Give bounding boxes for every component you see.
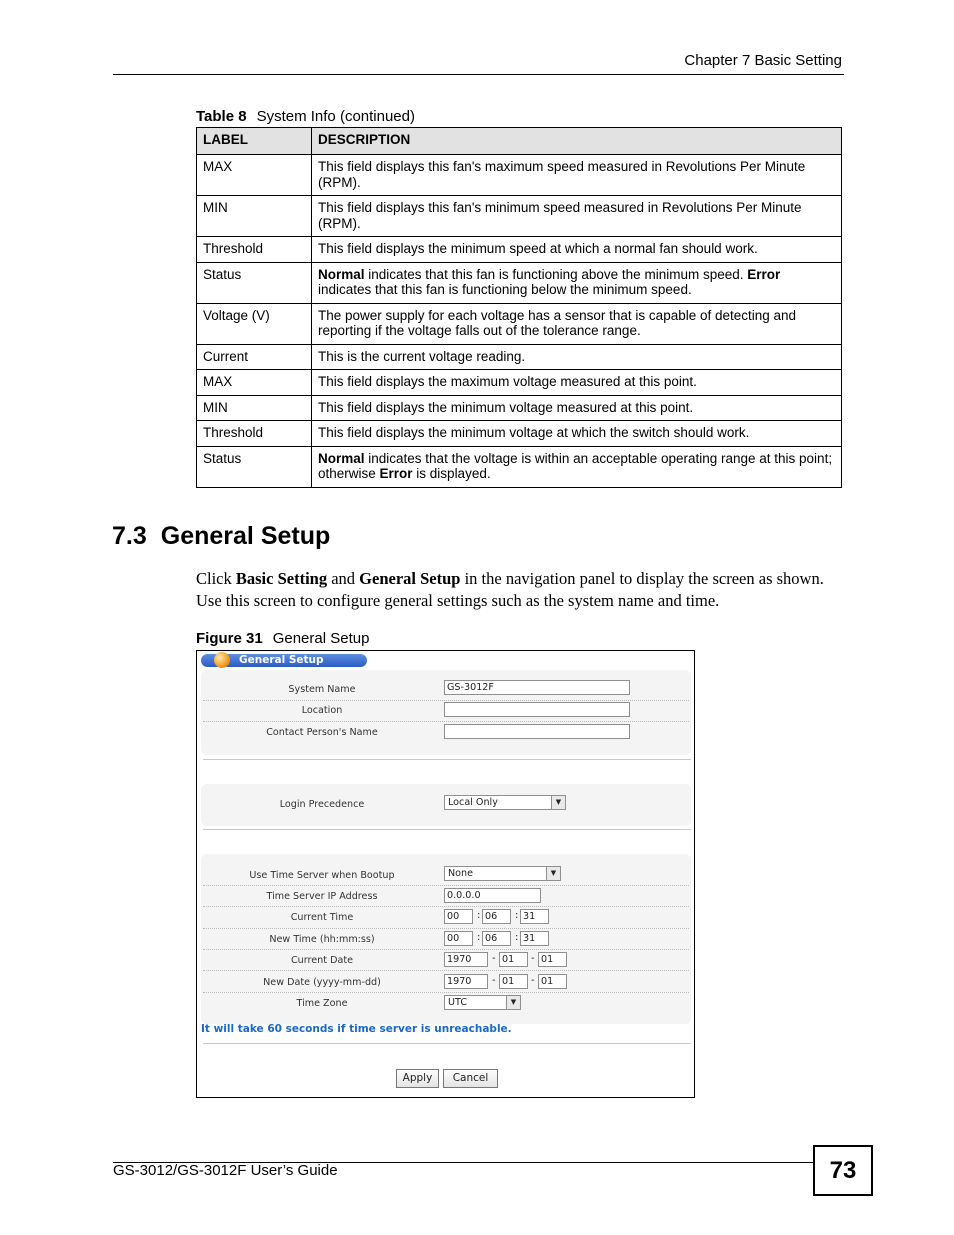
table-row <box>197 262 842 303</box>
table-header-row <box>197 128 842 155</box>
table-cell-description: This field displays the maximum voltage measured at this point. <box>312 370 842 396</box>
table-cell-description: This is the current voltage reading. <box>312 344 842 370</box>
use-time-server-value: None <box>448 868 474 879</box>
guide-name: GS-3012/GS-3012F User’s Guide <box>113 1162 338 1179</box>
row-divider <box>203 721 689 722</box>
table-header-description: DESCRIPTION <box>312 128 842 155</box>
table-caption-text: System Info (continued) <box>256 108 415 125</box>
new-time-label: New Time (hh:mm:ss) <box>269 934 375 945</box>
contact-person-label: Contact Person's Name <box>266 727 378 738</box>
chevron-down-icon[interactable]: ▼ <box>546 867 560 880</box>
table-row <box>197 155 842 196</box>
table-cell-label: Threshold <box>197 237 312 263</box>
date-separator: - <box>531 953 535 964</box>
row-divider <box>203 906 689 907</box>
time-server-ip-input[interactable]: 0.0.0.0 <box>444 888 541 903</box>
new-date-month-input[interactable]: 01 <box>499 974 528 989</box>
use-time-server-label: Use Time Server when Bootup <box>249 870 395 881</box>
time-zone-value: UTC <box>448 997 468 1008</box>
date-separator: - <box>492 953 496 964</box>
figure-caption <box>196 630 369 647</box>
section-number: 7.3 <box>112 522 147 550</box>
bold-term: Error <box>747 266 781 282</box>
table-row <box>197 237 842 263</box>
table-row <box>197 303 842 344</box>
section-heading <box>112 522 330 551</box>
time-separator: : <box>515 932 519 943</box>
table-cell-label: Voltage (V) <box>197 303 312 344</box>
section-divider <box>203 1043 691 1044</box>
table-row <box>197 344 842 370</box>
figure-caption-label: Figure 31 <box>196 630 263 647</box>
table-cell-description: Normal indicates that the voltage is within an acceptable operating range at this point; otherwise Error is displayed. <box>312 446 842 487</box>
cancel-button[interactable]: Cancel <box>443 1069 498 1088</box>
table-cell-label: Threshold <box>197 421 312 447</box>
current-time-minute-input[interactable]: 06 <box>482 909 511 924</box>
location-input[interactable] <box>444 702 630 717</box>
time-zone-select[interactable] <box>444 995 521 1010</box>
table-cell-description: This field displays this fan's maximum speed measured in Revolutions Per Minute (RPM). <box>312 155 842 196</box>
login-precedence-label: Login Precedence <box>279 799 365 810</box>
row-divider <box>203 949 689 950</box>
chevron-down-icon[interactable]: ▼ <box>506 996 520 1009</box>
time-zone-label: Time Zone <box>296 998 348 1009</box>
row-divider <box>203 970 689 971</box>
current-date-day-input[interactable]: 01 <box>538 952 567 967</box>
current-date-month-input[interactable]: 01 <box>499 952 528 967</box>
new-time-minute-input[interactable]: 06 <box>482 931 511 946</box>
row-divider <box>203 700 689 701</box>
location-label: Location <box>301 705 343 716</box>
system-name-label: System Name <box>288 684 356 695</box>
body-paragraph: Click Basic Setting and General Setup in the navigation panel to display the screen as shown. Use this screen to configure general settings such as the system name and time. <box>196 569 824 610</box>
current-date-label: Current Date <box>290 955 353 966</box>
panel-title-tab: General Setup <box>201 654 367 667</box>
table-row <box>197 370 842 396</box>
figure-caption-text: General Setup <box>272 630 370 647</box>
bold-term: Basic Setting <box>235 569 328 588</box>
system-info-table <box>196 127 842 488</box>
login-precedence-value: Local Only <box>448 797 498 808</box>
table-cell-description: This field displays this fan's minimum speed measured in Revolutions Per Minute (RPM). <box>312 196 842 237</box>
section-title: General Setup <box>160 522 331 550</box>
date-separator: - <box>492 975 496 986</box>
new-date-year-input[interactable]: 1970 <box>444 974 488 989</box>
date-separator: - <box>531 975 535 986</box>
time-server-ip-label: Time Server IP Address <box>266 891 378 902</box>
login-precedence-select[interactable] <box>444 795 566 810</box>
current-time-second-input[interactable]: 31 <box>520 909 549 924</box>
table-row <box>197 421 842 447</box>
bold-term: Error <box>379 466 413 481</box>
chapter-header: Chapter 7 Basic Setting <box>684 52 842 69</box>
current-date-year-input[interactable]: 1970 <box>444 952 488 967</box>
table-cell-description: The power supply for each voltage has a sensor that is capable of detecting and reporting if the voltage falls out of the tolerance range. <box>312 303 842 344</box>
use-time-server-select[interactable] <box>444 866 561 881</box>
time-separator: : <box>477 932 481 943</box>
table-body <box>197 155 842 488</box>
orb-icon <box>214 652 230 668</box>
contact-person-input[interactable] <box>444 724 630 739</box>
table-cell-label: Current <box>197 344 312 370</box>
row-divider <box>203 992 689 993</box>
table-cell-description: This field displays the minimum voltage measured at this point. <box>312 395 842 421</box>
current-time-label: Current Time <box>290 912 354 923</box>
table-row <box>197 446 842 487</box>
table-caption-label: Table 8 <box>196 108 247 125</box>
bold-term: Normal <box>318 266 365 282</box>
table-row <box>197 395 842 421</box>
new-time-hour-input[interactable]: 00 <box>444 931 473 946</box>
section-divider <box>203 759 691 760</box>
time-server-note: It will take 60 seconds if time server is unreachable. <box>201 1023 512 1035</box>
new-date-label: New Date (yyyy-mm-dd) <box>263 977 381 988</box>
table-row <box>197 196 842 237</box>
time-separator: : <box>515 910 519 921</box>
table-cell-label: MAX <box>197 370 312 396</box>
table-header-label: LABEL <box>197 128 312 155</box>
apply-button[interactable]: Apply <box>396 1069 439 1088</box>
current-time-hour-input[interactable]: 00 <box>444 909 473 924</box>
table-cell-label: Status <box>197 262 312 303</box>
header-rule <box>113 74 844 75</box>
bold-term: Normal <box>318 450 365 466</box>
section-divider <box>203 829 691 830</box>
table-cell-label: Status <box>197 446 312 487</box>
table-cell-description: Normal indicates that this fan is functioning above the minimum speed. Error indicates that this fan is functioning below the minimum speed. <box>312 262 842 303</box>
chevron-down-icon[interactable]: ▼ <box>551 796 565 809</box>
general-setup-screenshot <box>196 650 695 1098</box>
table-cell-label: MAX <box>197 155 312 196</box>
time-separator: : <box>477 910 481 921</box>
table-cell-description: This field displays the minimum speed at which a normal fan should work. <box>312 237 842 263</box>
row-divider <box>203 885 689 886</box>
page-number: 73 <box>813 1145 873 1196</box>
new-time-second-input[interactable]: 31 <box>520 931 549 946</box>
table-cell-label: MIN <box>197 395 312 421</box>
table-cell-label: MIN <box>197 196 312 237</box>
bold-term: General Setup <box>359 569 461 588</box>
system-name-input[interactable]: GS-3012F <box>444 680 630 695</box>
table-caption <box>196 108 415 125</box>
row-divider <box>203 928 689 929</box>
table-cell-description: This field displays the minimum voltage at which the switch should work. <box>312 421 842 447</box>
new-date-day-input[interactable]: 01 <box>538 974 567 989</box>
